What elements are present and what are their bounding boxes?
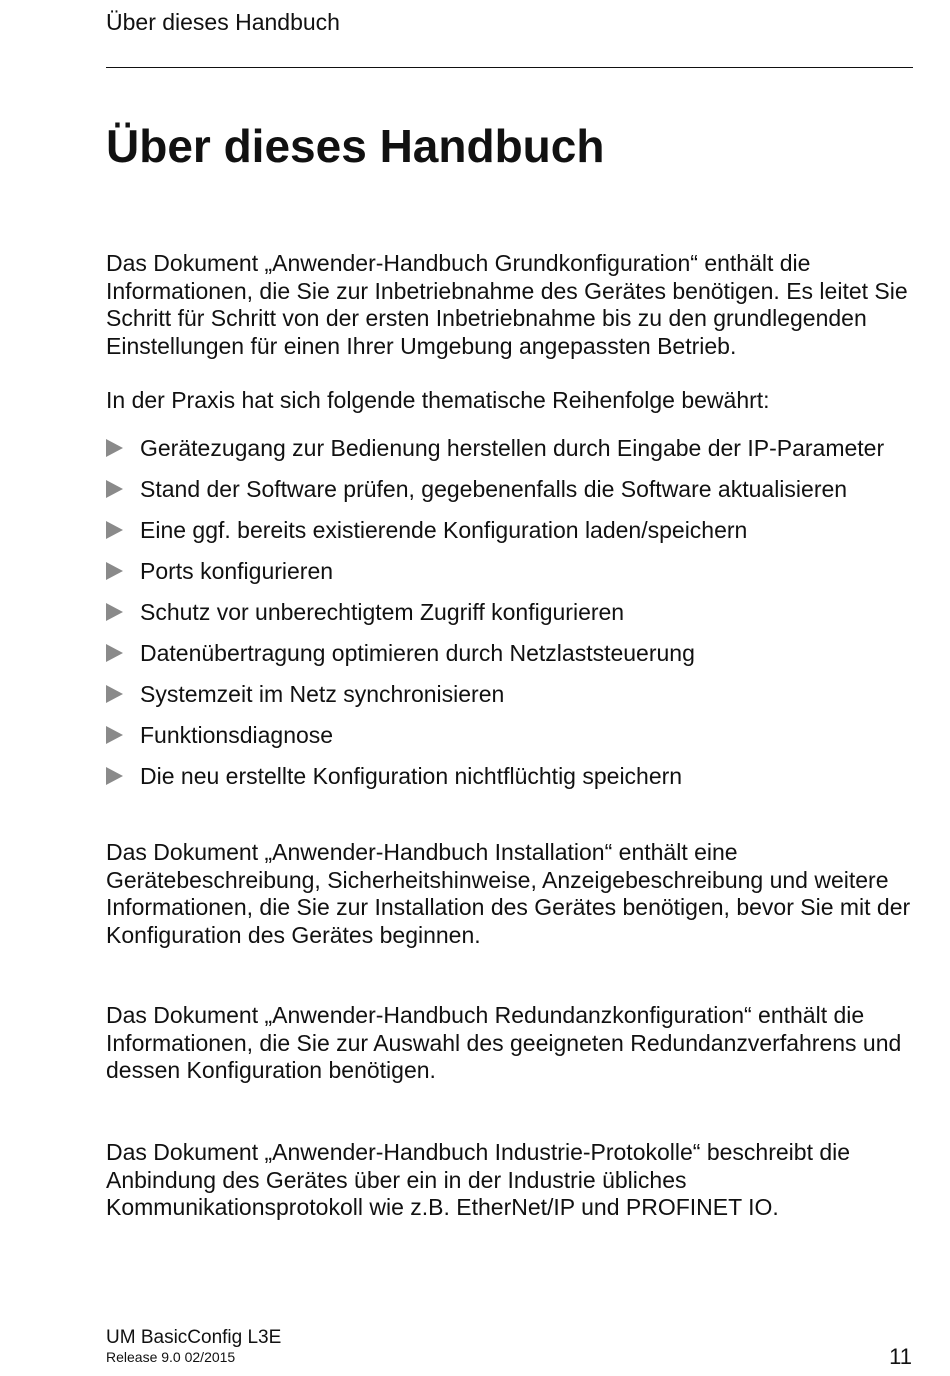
page-number: 11 xyxy=(889,1344,912,1369)
footer-release: Release 9.0 02/2015 xyxy=(106,1349,236,1365)
triangle-right-icon xyxy=(106,480,123,498)
triangle-right-icon xyxy=(106,726,123,744)
triangle-right-icon xyxy=(106,767,123,785)
list-item-text: Gerätezugang zur Bedienung herstellen durch Eingabe der IP-Parameter xyxy=(140,434,885,461)
triangle-right-icon xyxy=(106,562,123,580)
list-item-text: Systemzeit im Netz synchronisieren xyxy=(140,681,505,708)
steps-list xyxy=(106,427,936,797)
list-item xyxy=(106,591,936,632)
triangle-right-icon xyxy=(106,439,123,457)
triangle-right-icon xyxy=(106,685,123,703)
list-item xyxy=(106,550,936,591)
protocols-paragraph: Das Dokument „Anwender-Handbuch Industrie-Protokolle“ beschreibt die Anbindung des Gerätes über ein in der Industrie übliches Kommunikationsprotokoll wie z.B. EtherNet/IP und PROFINET IO. xyxy=(106,1139,851,1220)
list-item xyxy=(106,674,936,715)
list-item xyxy=(106,427,936,468)
list-item-text: Funktionsdiagnose xyxy=(140,722,334,749)
list-item-text: Eine ggf. bereits existierende Konfiguration laden/speichern xyxy=(140,516,748,543)
triangle-right-icon xyxy=(106,603,123,621)
triangle-right-icon xyxy=(106,644,123,662)
list-item-text: Schutz vor unberechtigtem Zugriff konfigurieren xyxy=(140,598,625,625)
triangle-right-icon xyxy=(106,521,123,539)
list-item-text: Ports konfigurieren xyxy=(140,557,334,584)
list-item xyxy=(106,715,936,756)
installation-paragraph: Das Dokument „Anwender-Handbuch Installation“ enthält eine Gerätebeschreibung, Sicherheitshinweise, Anzeigebeschreibung und weitere Informationen, die Sie zur Installation des Gerätes benötigen, bevor Sie mit der Konfiguration des Gerätes beginnen. xyxy=(106,839,911,948)
list-item xyxy=(106,468,936,509)
page-title: Über dieses Handbuch xyxy=(106,120,605,172)
sequence-intro: In der Praxis hat sich folgende thematische Reihenfolge bewährt: xyxy=(106,387,770,413)
list-item xyxy=(106,509,936,550)
footer-document-id: UM BasicConfig L3E xyxy=(106,1327,282,1348)
list-item-text: Die neu erstellte Konfiguration nichtflüchtig speichern xyxy=(140,763,683,790)
list-item xyxy=(106,756,936,797)
intro-paragraph: Das Dokument „Anwender-Handbuch Grundkonfiguration“ enthält die Informationen, die Sie zur Inbetriebnahme des Gerätes benötigen. Es leitet Sie Schritt für Schritt von der ersten Inbetriebnahme bis zu den grundlegenden Einstellungen für einen Ihrer Umgebung angepassten Betrieb. xyxy=(106,250,908,359)
list-item xyxy=(106,632,936,673)
redundancy-paragraph: Das Dokument „Anwender-Handbuch Redundanzkonfiguration“ enthält die Informationen, die Sie zur Auswahl des geeigneten Redundanzverfahrens und dessen Konfiguration benötigen. xyxy=(106,1002,902,1083)
list-item-text: Stand der Software prüfen, gegebenenfalls die Software aktualisieren xyxy=(140,475,848,502)
header-divider xyxy=(106,67,913,68)
running-header: Über dieses Handbuch xyxy=(106,9,340,35)
list-item-text: Datenübertragung optimieren durch Netzlaststeuerung xyxy=(140,640,695,667)
